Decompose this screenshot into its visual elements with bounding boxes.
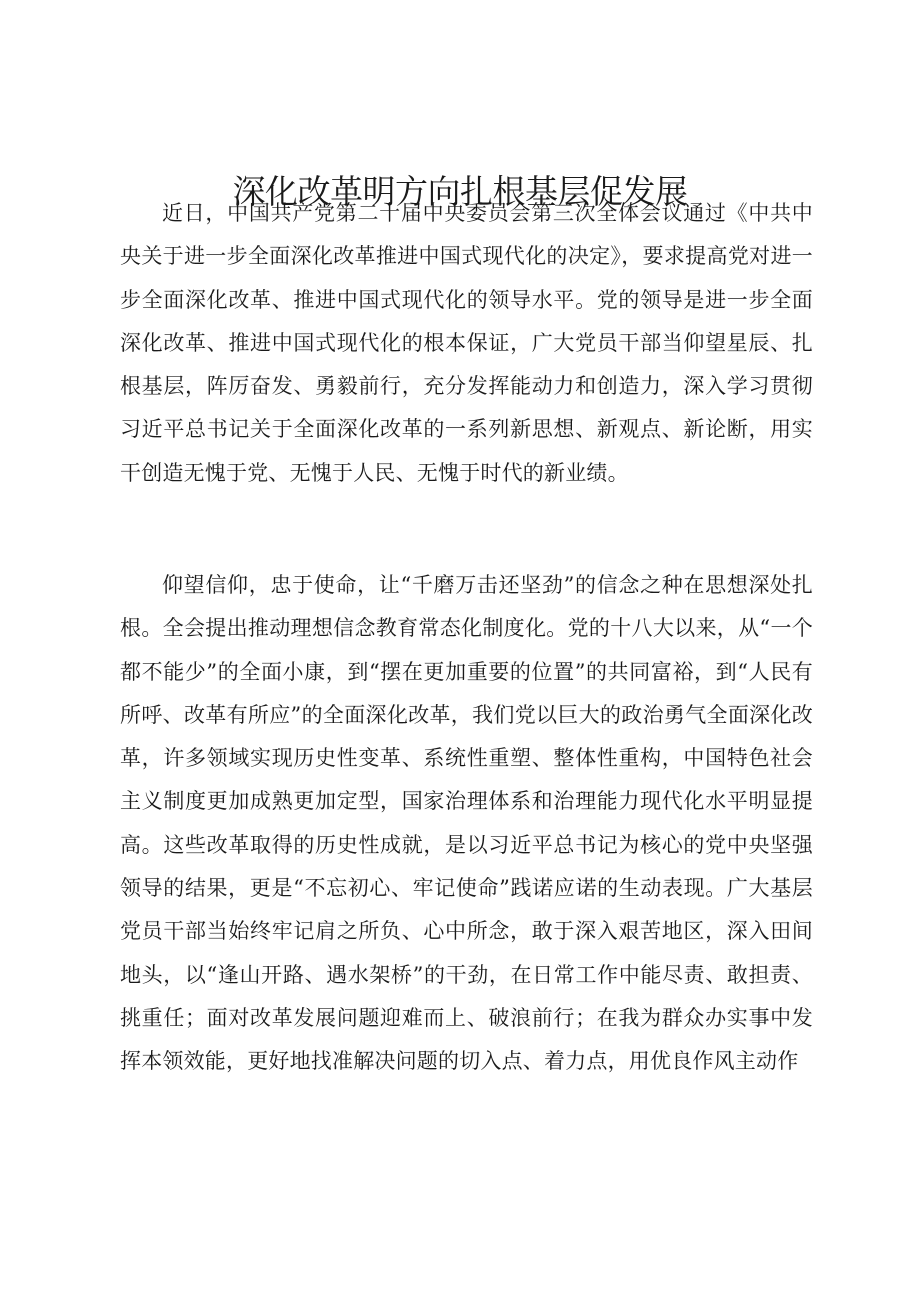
document-title: 深化改革明方向扎根基层促发展: [232, 172, 688, 211]
paragraph-2: 仰望信仰，忠于使命，让“千磨万击还坚劲”的信念之种在思想深处扎根。全会提出推动理想信念教育常态化制度化。党的十八大以来，从“一个都不能少”的全面小康，到“摆在更加重要的位置”的共同富裕，到“人民有所呼、改革有所应”的全面深化改革，我们党以巨大的政治勇气全面深化改革，许多领域实现历史性变革、系统性重塑、整体性重构，中国特色社会主义制度更加成熟更加定型，国家治理体系和治理能力现代化水平明显提高。这些改革取得的历史性成就，是以习近平总书记为核心的党中央坚强领导的结果，更是“不忘初心、牢记使命”践诺应诺的生动表现。广大基层党员干部当始终牢记肩之所负、心中所念，敢于深入艰苦地区，深入田间地头，以“逢山开路、遇水架桥”的干劲，在日常工作中能尽责、敢担责、挑重任；面对改革发展问题迎难而上、破浪前行；在我为群众办实事中发挥本领效能，更好地找准解决问题的切入点、着力点，用优良作风主动作: [120, 573, 813, 1074]
paragraph-1: 近日，中国共产党第二十届中央委员会第三次全体会议通过《中共中央关于进一步全面深化改革推进中国式现代化的决定》，要求提高党对进一步全面深化改革、推进中国式现代化的领导水平。党的领导是进一步全面深化改革、推进中国式现代化的根本保证，广大党员干部当仰望星辰、扎根基层，阵厉奋发、勇毅前行，充分发挥能动力和创造力，深入学习贯彻习近平总书记关于全面深化改革的一系列新思想、新观点、新论断，用实干创造无愧于党、无愧于人民、无愧于时代的新业绩。: [120, 201, 813, 485]
